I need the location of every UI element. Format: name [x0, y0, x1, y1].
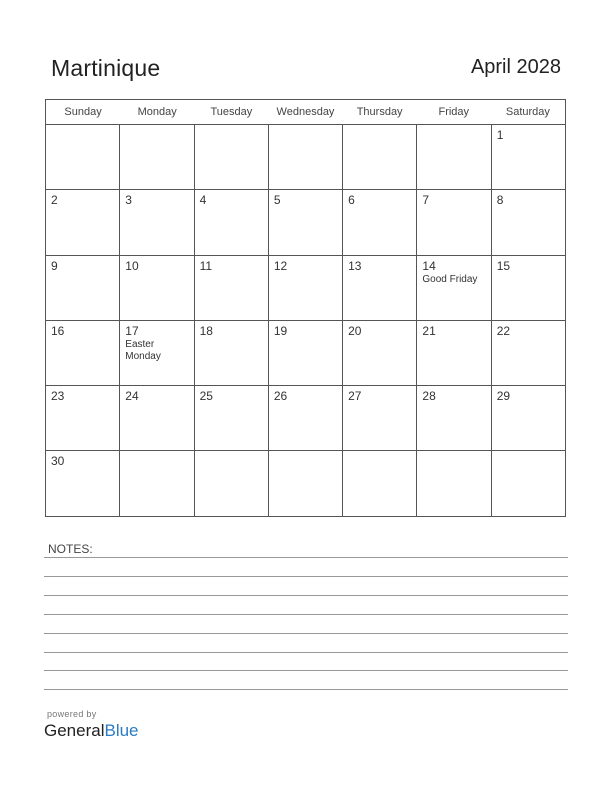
week-row: [46, 451, 565, 516]
day-cell: [269, 321, 343, 385]
day-cell: [343, 451, 417, 516]
holiday-label: Easter Monday: [125, 338, 161, 362]
day-number: 4: [199, 193, 207, 208]
day-number: 9: [51, 258, 58, 273]
weekday-header-sunday: Sunday: [64, 106, 102, 118]
day-cell: [195, 256, 269, 320]
day-cell: [417, 190, 491, 254]
weekday-header-tuesday: Tuesday: [210, 106, 253, 118]
day-cell: [46, 386, 120, 450]
day-number: 17: [125, 323, 139, 338]
notes-line: [44, 614, 568, 615]
day-cell: [343, 386, 417, 450]
day-cell: [120, 125, 194, 189]
day-cell: [417, 256, 491, 320]
day-number: 1: [496, 128, 504, 142]
notes-line: [44, 557, 568, 558]
day-number: 24: [125, 389, 139, 404]
holiday-label: Good Friday: [422, 273, 478, 285]
day-number: 18: [199, 323, 213, 338]
day-cell: [343, 125, 417, 189]
day-number: 27: [348, 389, 362, 404]
week-row: [46, 256, 565, 321]
day-number: 23: [51, 389, 65, 404]
day-cell: [195, 190, 269, 254]
country-title: Martinique: [51, 55, 161, 81]
day-cell: [269, 190, 343, 254]
day-number: 6: [348, 193, 355, 208]
day-cell: [343, 256, 417, 320]
day-cell: [417, 125, 491, 189]
brand-blue-text: Blue: [104, 721, 139, 740]
weekday-header-row: [46, 100, 565, 125]
generalblue-logo: [44, 721, 139, 741]
day-number: 26: [273, 389, 288, 404]
day-number: 14: [422, 258, 436, 273]
day-number: 19: [273, 323, 288, 338]
day-number: 13: [348, 258, 362, 273]
day-cell: [343, 190, 417, 254]
day-cell: [343, 321, 417, 385]
day-cell: [46, 125, 120, 189]
day-number: 22: [496, 323, 511, 338]
day-number: 16: [51, 323, 65, 338]
week-row: [46, 321, 565, 386]
day-cell: [269, 256, 343, 320]
week-row: [46, 386, 565, 451]
day-cell: [492, 190, 565, 254]
day-cell: [492, 125, 565, 189]
day-number: 21: [422, 323, 436, 338]
powered-by-text: powered by: [47, 709, 97, 719]
calendar-grid: [45, 99, 566, 517]
weekday-header-wednesday: Wednesday: [276, 106, 335, 118]
day-cell: [492, 451, 565, 516]
day-cell: [269, 451, 343, 516]
day-cell: [417, 386, 491, 450]
notes-line: [44, 652, 568, 653]
notes-label: NOTES:: [48, 542, 93, 556]
day-number: 12: [273, 258, 288, 273]
day-cell: [492, 321, 565, 385]
day-number: 29: [496, 389, 511, 404]
notes-line: [44, 595, 568, 596]
notes-line: [44, 576, 568, 577]
day-number: 28: [422, 389, 436, 404]
notes-line: [44, 670, 568, 671]
day-cell: [46, 451, 120, 516]
weekday-header-friday: Friday: [438, 106, 470, 118]
day-cell: [120, 256, 194, 320]
notes-line: [44, 689, 568, 690]
day-cell: [46, 256, 120, 320]
day-number: 2: [51, 193, 58, 208]
day-cell: [417, 321, 491, 385]
day-number: 5: [273, 193, 281, 208]
week-row: [46, 190, 565, 255]
day-number: 7: [422, 193, 430, 208]
day-number: 11: [199, 258, 213, 273]
day-cell: [46, 190, 120, 254]
month-year-title: April 2028: [470, 56, 561, 78]
notes-line: [44, 633, 568, 634]
day-number: 15: [496, 258, 511, 273]
day-number: 8: [496, 193, 504, 208]
day-number: 20: [348, 323, 362, 338]
day-cell: [269, 386, 343, 450]
day-cell: [195, 321, 269, 385]
day-cell: [195, 125, 269, 189]
day-cell: [269, 125, 343, 189]
day-number: 10: [125, 258, 139, 273]
day-cell: [417, 451, 491, 516]
day-cell: [195, 386, 269, 450]
weekday-header-thursday: Thursday: [356, 106, 403, 118]
day-cell: [120, 321, 194, 385]
day-cell: [195, 451, 269, 516]
day-number: 30: [51, 454, 65, 469]
day-cell: [46, 321, 120, 385]
weekday-header-saturday: Saturday: [505, 106, 550, 118]
brand-general-text: General: [44, 721, 105, 740]
week-row: [46, 125, 565, 190]
day-number: 25: [199, 389, 213, 404]
day-number: 3: [125, 193, 132, 208]
day-cell: [492, 256, 565, 320]
weekday-header-monday: Monday: [137, 106, 177, 118]
day-cell: [120, 451, 194, 516]
day-cell: [120, 190, 194, 254]
day-cell: [492, 386, 565, 450]
day-cell: [120, 386, 194, 450]
